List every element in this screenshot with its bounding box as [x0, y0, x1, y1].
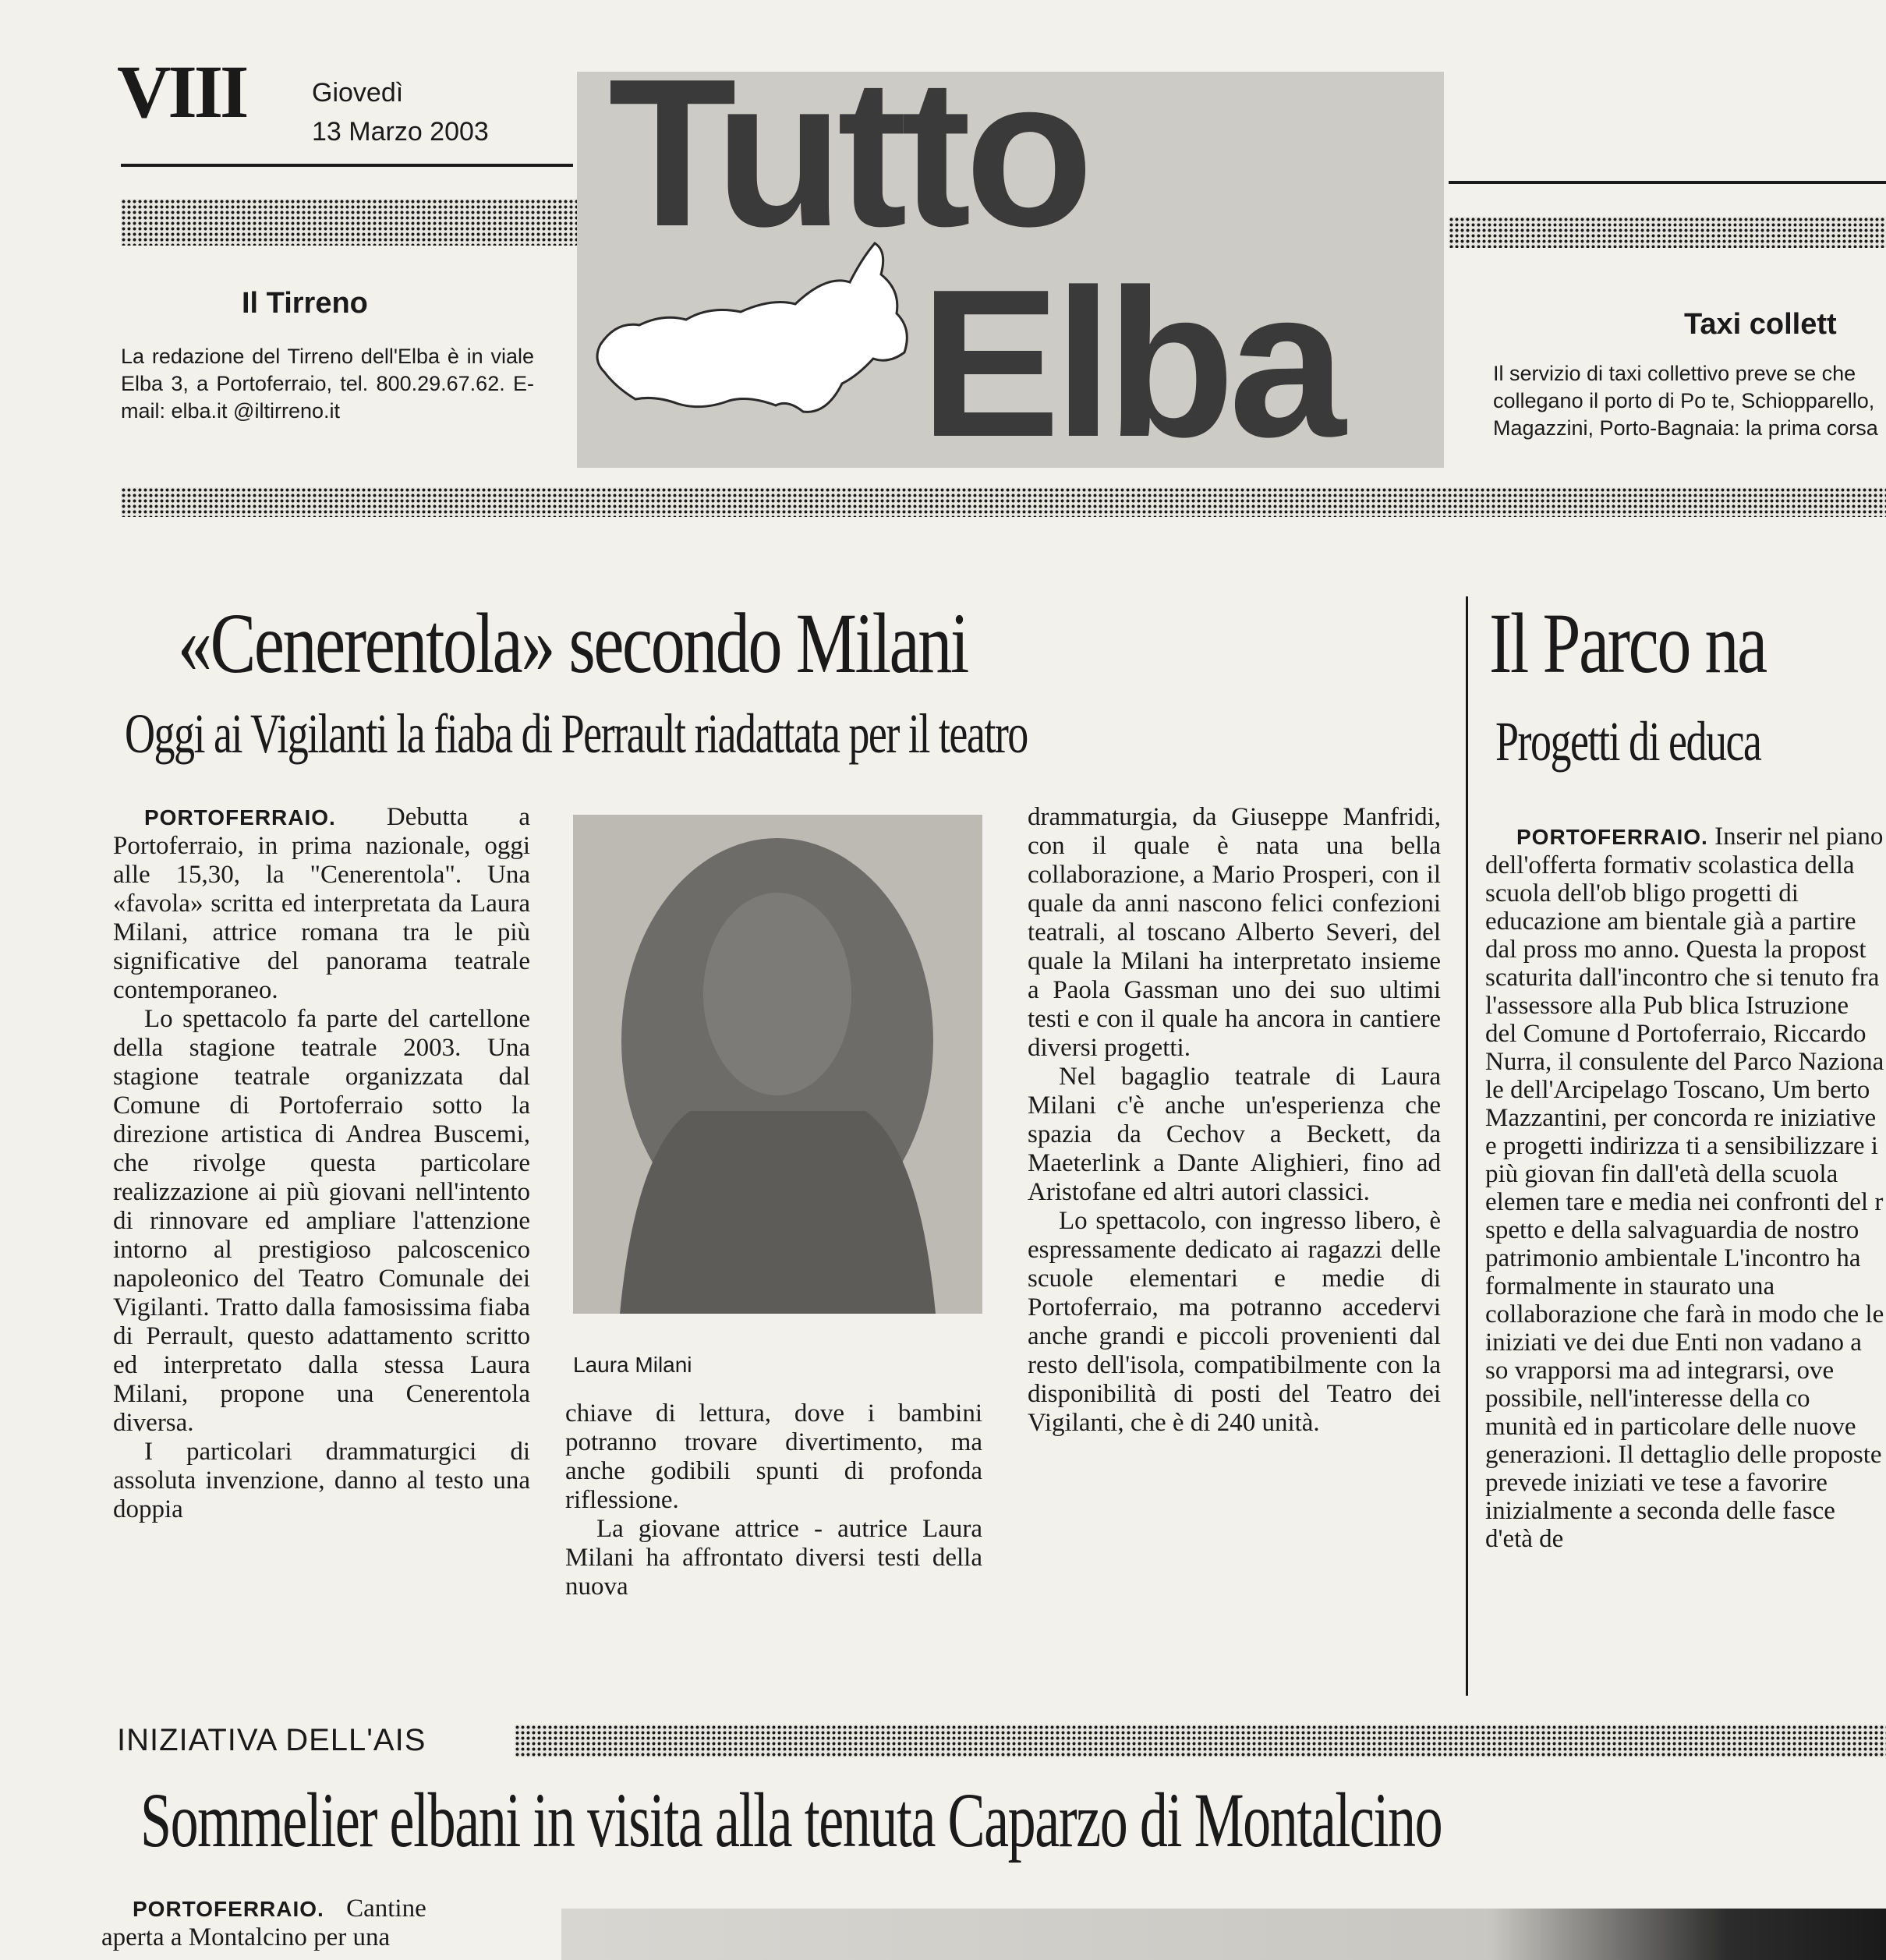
elba-island-map-icon — [593, 228, 936, 423]
bottom-headline: Sommelier elbani in visita alla tenuta Caparzo di Montalcino — [140, 1777, 1442, 1863]
main-headline: «Cenerentola» secondo Milani — [178, 596, 968, 691]
laura-milani-photo — [573, 815, 982, 1314]
tutto-elba-logo — [577, 72, 1444, 468]
taxi-box-title: Taxi collett — [1684, 308, 1837, 341]
masthead-rule-right — [1449, 181, 1886, 184]
logo-word-elba: Elba — [920, 246, 1340, 468]
right-body: Inserir nel piano dell'offerta formativ scolastica della scuola dell'ob bligo progetti di educazione am bientale già a partire dal pross mo anno. Questa la propost scaturita dall'incontro che si tenuto fra l'assessore alla Pub blica Istruzione del Comune d Portoferraio, Riccardo Nurra, il consulente del Parco Naziona le dell'Arcipelago Toscano, Um berto Mazzantini, per concorda re iniziative e progetti indirizza ti a sensibilizzare i più giovan fin dall'età della scuola elemen tare e media nei confronti del r spetto e della salvaguardia de nostro patrimonio ambientale L'incontro ha formalmente in staurato una collaborazione che farà in modo che le iniziati ve dei due Enti non vadano a so vrapporsi ma ad integrarsi, ove possibile, nell'interesse della co munità ed in particolare delle nuove generazioni. Il dettaglio delle proposte prevede iniziati ve tese a favorire inizialmente a seconda delle fasce d'età de — [1485, 823, 1884, 1553]
main-dateline: PORTOFERRAIO. — [144, 805, 336, 830]
taxi-box-body: Il servizio di taxi collettivo preve se che collegano il porto di Po te, Schiopparello, Magazzini, Porto-Bagnaia: la prima corsa — [1493, 362, 1878, 440]
issue-day: Giovedì — [312, 78, 404, 108]
tirreno-box-body: La redazione del Tirreno dell'Elba è in viale Elba 3, a Portoferraio, tel. 800.29.67.62. E-mail: elba.it @iltirreno.it — [121, 345, 534, 423]
right-headline: Il Parco na — [1489, 596, 1766, 691]
main-column-3 — [1028, 803, 1441, 1438]
photo-caption: Laura Milani — [573, 1353, 692, 1377]
main-column-2 — [565, 1399, 982, 1601]
dithered-band-right — [1449, 217, 1886, 248]
bottom-body-line1: Cantine — [346, 1895, 426, 1923]
dithered-band-left — [121, 199, 577, 246]
right-subheadline: Progetti di educa — [1495, 710, 1761, 773]
main-col1-p2: Lo spettacolo fa parte del cartellone della stagione teatrale 2003. Una stagione teatrale organizzata dal Comune di Portoferraio sotto la direzione artistica di Andrea Buscemi, che rivolge questa particolare realizzazione ai più giovani nell'intento di rinnovare ed ampliare l'attenzione intorno al prestigioso palcoscenico napoleonico del Teatro Comunale dei Vigilanti. Tratto dalla famosissima fiaba di Perrault, questo adattamento scritto ed interpretato dalla stessa Laura Milani, propone una Cenerentola diversa. — [113, 1005, 530, 1437]
main-col2-p2: La giovane attrice - autrice Laura Milani ha affrontato diversi testi della nuova — [565, 1515, 982, 1601]
main-col1-p3: I particolari drammaturgici di assoluta invenzione, danno al testo una doppia — [113, 1438, 530, 1523]
issue-date: 13 Marzo 2003 — [312, 117, 489, 147]
bottom-body-line2: aperta a Montalcino per una — [101, 1923, 391, 1951]
right-dateline: PORTOFERRAIO. — [1516, 825, 1708, 849]
column-divider — [1466, 596, 1468, 1696]
main-column-1 — [113, 803, 530, 1524]
page-number: VIII — [117, 50, 246, 133]
dithered-band-bottom — [515, 1725, 1886, 1757]
main-subheadline: Oggi ai Vigilanti la fiaba di Perrault riadattata per il teatro — [125, 702, 1028, 765]
tirreno-box-title: Il Tirreno — [242, 287, 368, 320]
main-col3-p2: Nel bagaglio teatrale di Laura Milani c'è anche un'esperienza che spazia da Cechov a Beckett, da Maeterlink a Dante Alighieri, fino ad Aristofane ed altri autori classici. — [1028, 1063, 1441, 1206]
masthead-rule-left — [121, 164, 573, 167]
bottom-dateline: PORTOFERRAIO. — [133, 1897, 324, 1921]
bottom-column — [101, 1895, 522, 1952]
portrait-image — [573, 815, 982, 1314]
dithered-band-full — [121, 487, 1886, 517]
main-col3-p1: drammaturgia, da Giuseppe Manfridi, con il quale è nata una bella collaborazione, a Mario Prosperi, con il quale da anni nascono felici confezioni teatrali, al toscano Alberto Severi, del quale la Milani ha interpretato insieme a Paola Gassman uno dei suo ultimi testi e con il quale ha ancora in cantiere diversi progetti. — [1028, 803, 1441, 1062]
bottom-photo — [561, 1909, 1886, 1960]
main-col1-p1: Debutta a Portoferraio, in prima nazionale, oggi alle 15,30, la "Cenerentola". Una «favola» scritta ed interpretata da Laura Milani, attrice romana tra le più significative del panorama teatrale contemporaneo. — [113, 803, 531, 1004]
logo-word-tutto: Tutto — [608, 72, 1088, 271]
bottom-kicker: INIZIATIVA DELL'AIS — [117, 1723, 426, 1757]
right-column — [1485, 823, 1886, 1696]
main-col3-p3: Lo spettacolo, con ingresso libero, è espressamente dedicato ai ragazzi delle scuole elementari e medie di Portoferraio, ma potranno accedervi anche grandi e piccoli provenienti dal resto dell'isola, compatibilmente con la disponibilità di posti del Teatro dei Vigilanti, che è di 240 unità. — [1028, 1207, 1441, 1437]
main-col2-p1: chiave di lettura, dove i bambini potranno trovare divertimento, ma anche godibili spunti di profonda riflessione. — [565, 1399, 982, 1514]
